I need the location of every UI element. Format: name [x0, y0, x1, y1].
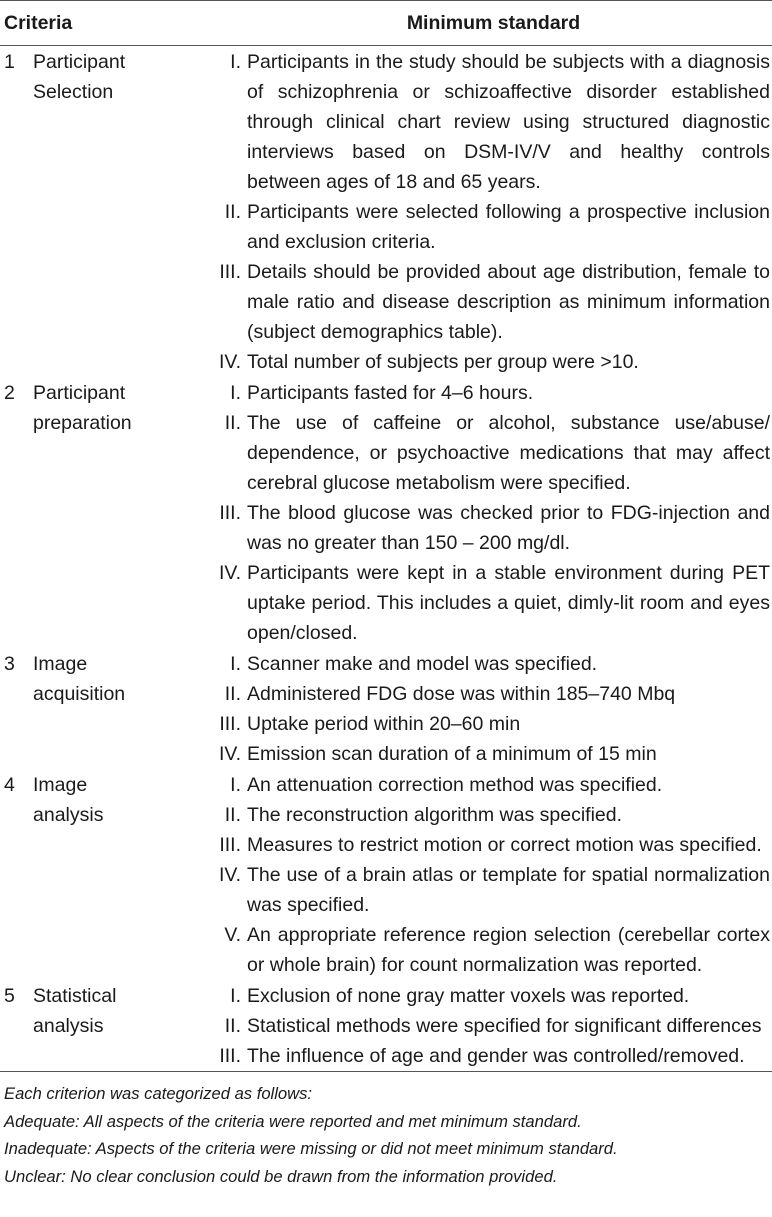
criterion-item: [195, 1011, 772, 1041]
section-name-line: acquisition: [33, 683, 126, 705]
item-number: III.: [219, 502, 241, 524]
section-items: [195, 770, 772, 980]
item-text-line: Participants fasted for 4–6 hours.: [247, 382, 534, 404]
item-text: [247, 347, 772, 377]
item-number: II.: [224, 683, 241, 705]
criterion-item: [195, 860, 772, 920]
item-text: [247, 257, 772, 347]
item-text: [247, 770, 772, 800]
item-text-line: Statistical methods were specified for significant differences: [247, 1015, 762, 1037]
section-number: 2: [4, 382, 15, 404]
criteria-section: [0, 648, 772, 769]
criterion-item: [195, 739, 772, 769]
item-text: [247, 197, 772, 257]
section-name-line: Participant: [33, 51, 126, 73]
item-text-line: Measures to restrict motion or correct motion was specified.: [247, 834, 762, 856]
section-name-line: preparation: [33, 412, 132, 434]
item-text-line: The use of caffeine or alcohol, substance use/abuse/: [247, 412, 770, 434]
item-text-line: dependence, or psychoactive medications that may affect: [247, 442, 770, 464]
item-number: III.: [219, 261, 241, 283]
criterion-item: [195, 1041, 772, 1071]
criterion-item: [195, 378, 772, 408]
item-text-line: Uptake period within 20–60 min: [247, 713, 521, 735]
item-text-line: Scanner make and model was specified.: [247, 653, 598, 675]
item-text-line: An appropriate reference region selection (cerebellar cortex: [247, 924, 770, 946]
section-name-line: analysis: [33, 804, 104, 826]
criterion-item: [195, 498, 772, 558]
item-number: V.: [224, 924, 241, 946]
section-number: 5: [4, 985, 15, 1007]
item-text-line: through clinical chart review using structured diagnostic: [247, 111, 770, 133]
item-text-line: Participants were kept in a stable environment during PET: [247, 562, 770, 584]
item-text: [247, 408, 772, 498]
item-number: II.: [224, 1015, 241, 1037]
section-name-line: analysis: [33, 1015, 104, 1037]
table-body: [0, 46, 772, 1071]
item-text-line: male ratio and disease description as minimum information: [247, 291, 770, 313]
criterion-item: [195, 679, 772, 709]
item-text: [247, 709, 772, 739]
item-text-line: Participants were selected following a prospective inclusion: [247, 201, 770, 223]
item-number: III.: [219, 834, 241, 856]
item-number: II.: [224, 804, 241, 826]
item-number: IV.: [218, 864, 241, 886]
item-number: I.: [230, 774, 241, 796]
criterion-item: [195, 347, 772, 377]
item-text-line: Total number of subjects per group were >10.: [247, 351, 639, 373]
criterion-item: [195, 920, 772, 980]
section-items: [195, 47, 772, 377]
criterion-item: [195, 830, 772, 860]
criterion-item: [195, 257, 772, 347]
footnote-line: Unclear: No clear conclusion could be drawn from the information provided.: [4, 1166, 558, 1186]
item-text-line: Emission scan duration of a minimum of 15 min: [247, 743, 657, 765]
section-name: [30, 770, 195, 980]
criterion-item: [195, 649, 772, 679]
section-number: 4: [4, 774, 15, 796]
criterion-item: [195, 408, 772, 498]
item-text-line: and exclusion criteria.: [247, 231, 436, 253]
item-text-line: Exclusion of none gray matter voxels was reported.: [247, 985, 690, 1007]
item-text-line: Participants in the study should be subjects with a diagnosis: [247, 51, 770, 73]
table-footnotes: [0, 1072, 772, 1190]
section-number: 1: [4, 51, 15, 73]
item-text-line: was specified.: [247, 894, 370, 916]
item-text-line: The blood glucose was checked prior to FDG-injection and: [247, 502, 770, 524]
section-items: [195, 649, 772, 769]
item-text: [247, 378, 772, 408]
criterion-item: [195, 981, 772, 1011]
criterion-item: [195, 709, 772, 739]
criterion-item: [195, 558, 772, 648]
item-text-line: cerebral glucose metabolism were specified.: [247, 472, 631, 494]
item-text-line: or whole brain) for count normalization was reported.: [247, 954, 703, 976]
item-text: [247, 1011, 772, 1041]
item-text: [247, 47, 772, 197]
item-number: IV.: [218, 351, 241, 373]
criterion-item: [195, 770, 772, 800]
item-text: [247, 800, 772, 830]
section-name-line: Selection: [33, 81, 114, 103]
section-items: [195, 981, 772, 1071]
item-text-line: was no greater than 150 – 200 mg/dl.: [247, 532, 571, 554]
item-text: [247, 558, 772, 648]
criteria-section: [0, 980, 772, 1071]
item-text-line: interviews based on DSM-IV/V and healthy controls: [247, 141, 770, 163]
table-header: [0, 1, 772, 45]
item-text: [247, 679, 772, 709]
item-text: [247, 739, 772, 769]
item-text-line: (subject demographics table).: [247, 321, 503, 343]
section-name-line: Image: [33, 653, 88, 675]
item-text: [247, 830, 772, 860]
item-number: III.: [219, 1045, 241, 1067]
section-items: [195, 378, 772, 648]
item-number: I.: [230, 653, 241, 675]
item-number: IV.: [218, 743, 241, 765]
item-text: [247, 981, 772, 1011]
item-text-line: open/closed.: [247, 622, 358, 644]
item-number: IV.: [218, 562, 241, 584]
item-text-line: The reconstruction algorithm was specified.: [247, 804, 623, 826]
criteria-section: [0, 769, 772, 980]
item-number: I.: [230, 382, 241, 404]
criteria-section: [0, 46, 772, 377]
item-text-line: An attenuation correction method was specified.: [247, 774, 663, 796]
criteria-section: [0, 377, 772, 648]
item-text-line: Administered FDG dose was within 185–740 Mbq: [247, 683, 676, 705]
item-text: [247, 860, 772, 920]
item-text-line: between ages of 18 and 65 years.: [247, 171, 541, 193]
header-minimum-standard: Minimum standard: [406, 12, 581, 34]
item-text-line: The influence of age and gender was controlled/removed.: [247, 1045, 745, 1067]
footnote-line: Adequate: All aspects of the criteria were reported and met minimum standard.: [4, 1111, 582, 1131]
item-number: II.: [224, 201, 241, 223]
footnote-line: Each criterion was categorized as follows:: [4, 1084, 313, 1103]
footnote-line: Inadequate: Aspects of the criteria were missing or did not meet minimum standard.: [4, 1139, 618, 1159]
item-number: III.: [219, 713, 241, 735]
section-name: [30, 981, 195, 1071]
item-text: [247, 920, 772, 980]
item-number: I.: [230, 51, 241, 73]
item-text: [247, 649, 772, 679]
item-text-line: The use of a brain atlas or template for spatial normalization: [247, 864, 770, 886]
section-name: [30, 378, 195, 648]
section-name: [30, 649, 195, 769]
criterion-item: [195, 800, 772, 830]
section-name: [30, 47, 195, 377]
item-number: II.: [224, 412, 241, 434]
criterion-item: [195, 47, 772, 197]
section-name-line: Participant: [33, 382, 126, 404]
criterion-item: [195, 197, 772, 257]
header-criteria: Criteria: [4, 12, 73, 34]
item-text: [247, 1041, 772, 1071]
item-text-line: of schizophrenia or schizoaffective disorder established: [247, 81, 770, 103]
item-text-line: Details should be provided about age distribution, female to: [247, 261, 770, 283]
section-name-line: Statistical: [33, 985, 117, 1007]
item-text: [247, 498, 772, 558]
section-name-line: Image: [33, 774, 88, 796]
item-number: I.: [230, 985, 241, 1007]
section-number: 3: [4, 653, 15, 675]
item-text-line: uptake period. This includes a quiet, dimly-lit room and eyes: [247, 592, 770, 614]
